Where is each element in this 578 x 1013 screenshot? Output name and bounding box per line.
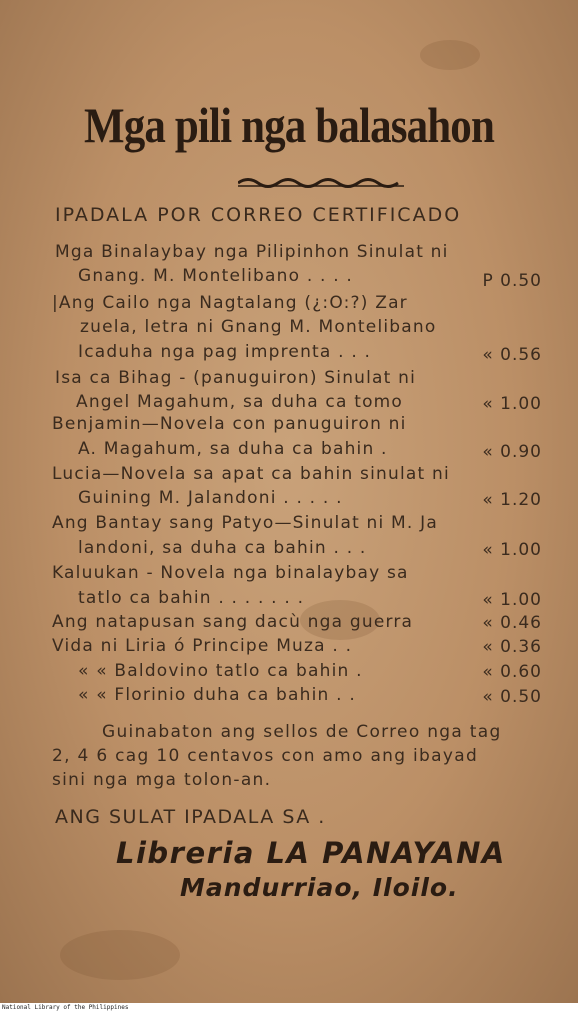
shop-address: Mandurriao, Iloilo. (180, 873, 459, 902)
price: « 0.46 (482, 613, 542, 633)
price: « 1.00 (482, 540, 542, 560)
catalog-line: Gnang. M. Montelibano . . . . (78, 266, 354, 286)
price: « 0.50 (482, 687, 542, 707)
catalog-line: tatlo ca bahin . . . . . . . (78, 588, 305, 608)
price: « 1.20 (482, 490, 542, 510)
paper-stain (420, 40, 480, 70)
shop-name: Libreria LA PANAYANA (116, 836, 506, 870)
catalog-line: A. Magahum, sa duha ca bahin . (78, 439, 388, 459)
catalog-line: Vida ni Liria ó Principe Muza . . (52, 636, 353, 656)
catalog-line: Isa ca Bihag - (panuguiron) Sinulat ni (55, 368, 417, 388)
ornament-divider (238, 176, 404, 190)
catalog-line: Mga Binalaybay nga Pilipinhon Sinulat ni (55, 242, 449, 262)
catalog-line: zuela, letra ni Gnang M. Montelibano (80, 317, 437, 337)
price: « 0.60 (482, 662, 542, 682)
catalog-line: Guining M. Jalandoni . . . . . (78, 488, 343, 508)
catalog-line: « « Baldovino tatlo ca bahin . (78, 661, 363, 681)
note-line: Guinabaton ang sellos de Correo nga tag (102, 722, 502, 742)
price: « 0.90 (482, 442, 542, 462)
catalog-line: |Ang Cailo nga Nagtalang (¿:O:?) Zar (52, 293, 408, 313)
catalog-line: Icaduha nga pag imprenta . . . (78, 342, 372, 362)
catalog-line: Angel Magahum, sa duha ca tomo (76, 392, 404, 412)
catalog-line: Lucia—Novela sa apat ca bahin sinulat ni (52, 464, 450, 484)
section-heading: IPADALA POR CORREO CERTIFICADO (55, 204, 462, 226)
note-line: sini nga mga tolon-an. (52, 770, 272, 790)
catalog-line: Ang Bantay sang Patyo—Sinulat ni M. Ja (52, 513, 438, 533)
catalog-line: Benjamin—Novela con panuguiron ni (52, 414, 407, 434)
catalog-line: Kaluukan - Novela nga binalaybay sa (52, 563, 409, 583)
page-title: Mga pili nga balasahon (83, 97, 495, 153)
catalog-line: « « Florinio duha ca bahin . . (78, 685, 356, 705)
catalog-line: landoni, sa duha ca bahin . . . (78, 538, 367, 558)
price: « 0.36 (482, 637, 542, 657)
price: « 1.00 (482, 590, 542, 610)
price: P 0.50 (482, 271, 542, 291)
note-line: 2, 4 6 cag 10 centavos con amo ang ibayad (52, 746, 479, 766)
price: « 0.56 (482, 345, 542, 365)
paper-stain (60, 930, 180, 980)
price: « 1.00 (482, 394, 542, 414)
send-to-label: ANG SULAT IPADALA SA . (55, 806, 326, 828)
footer-credit: National Library of the Philippines (2, 1004, 129, 1011)
catalog-line: Ang natapusan sang dacù nga guerra (52, 612, 414, 632)
